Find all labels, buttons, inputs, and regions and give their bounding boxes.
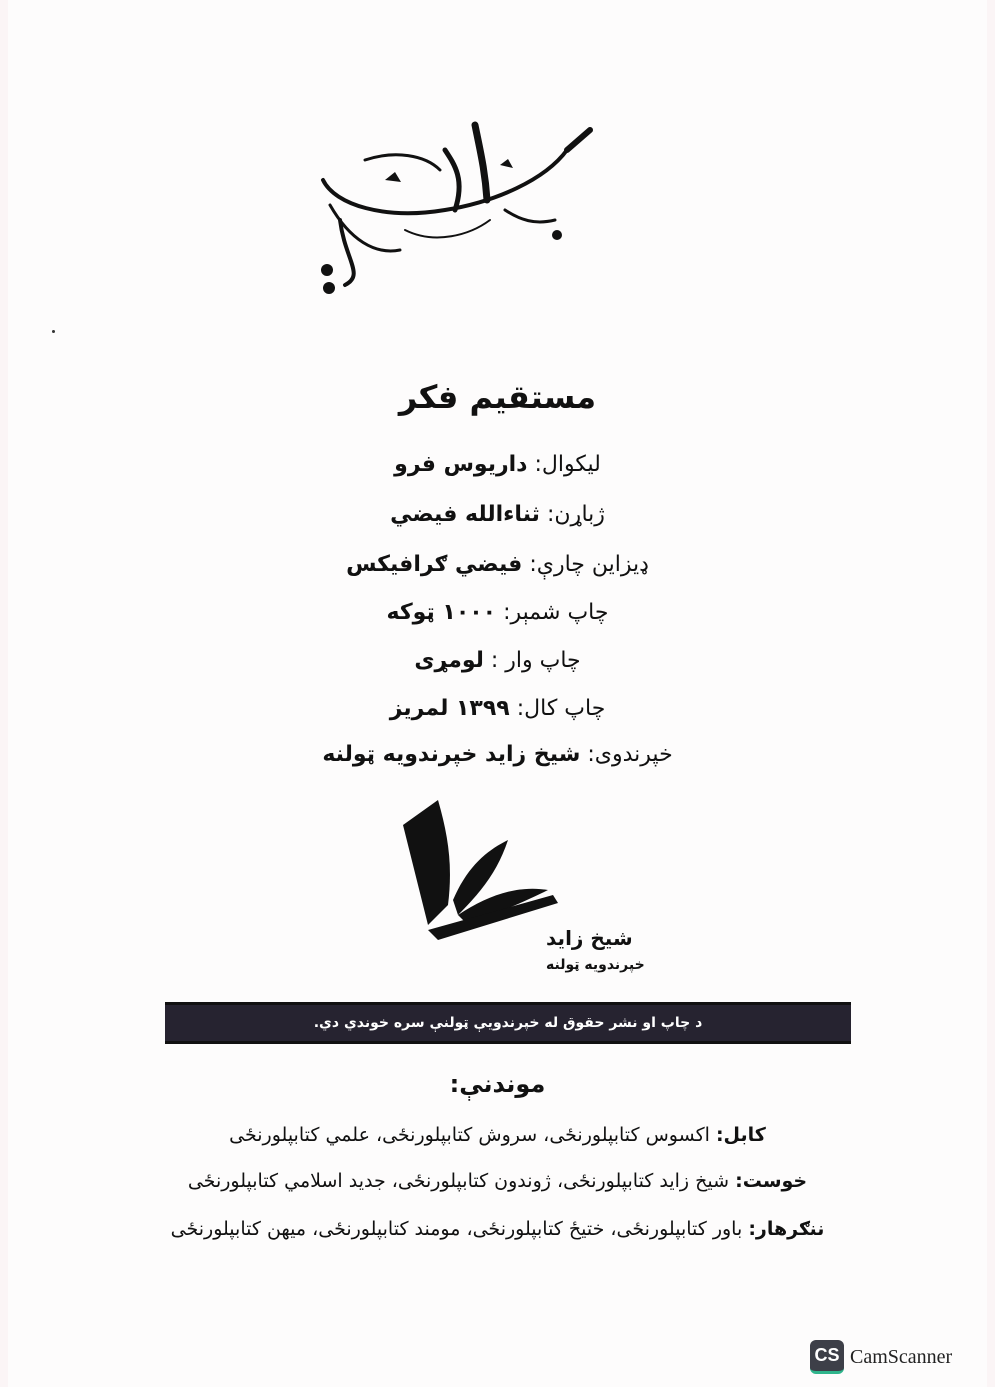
speck <box>52 330 55 333</box>
edition-value: لومړی <box>414 648 484 673</box>
author-line <box>0 452 995 477</box>
location-shops: شیخ زاید کتابپلورنځی، ژوندون کتابپلورنځی، جدید اسلامي کتابپلورنځی <box>187 1170 730 1192</box>
author-label: لیکوال: <box>534 452 601 477</box>
publisher-logo <box>398 795 645 985</box>
author-value: داریوس فرو <box>394 452 528 477</box>
translator-value: ثناءالله فیضي <box>390 502 540 527</box>
design-value: فیضي ګرافیکس <box>346 552 523 577</box>
translator-label: ژباړن: <box>546 502 605 527</box>
location-city: خوست: <box>735 1170 808 1192</box>
print-count-label: چاپ شمېر: <box>503 600 609 625</box>
camscanner-logo-icon: CS <box>810 1340 844 1374</box>
print-count-line <box>0 600 995 625</box>
print-count-value: ۱۰۰۰ ټوکه <box>386 600 497 625</box>
book-title: مستقیم فکر <box>398 378 597 416</box>
design-label: ډیزاین چارې: <box>529 552 649 577</box>
camscanner-watermark <box>810 1340 952 1374</box>
location-row-nangarhar <box>0 1218 995 1240</box>
design-line <box>0 552 995 577</box>
location-row-khost <box>0 1170 995 1192</box>
logo-name: شیخ زاید <box>546 926 633 950</box>
location-shops: باور کتابپلورنځی، ختیځ کتابپلورنځی، مومند کتابپلورنځی، میهن کتابپلورنځی <box>170 1218 743 1240</box>
year-value: ۱۳۹۹ لمریز <box>389 696 510 721</box>
rights-notice-text: د چاپ او نشر حقوق له خپرندویې ټولنې سره خوندي دي. <box>313 1015 703 1031</box>
location-row-kabul <box>0 1124 995 1146</box>
camscanner-label: CamScanner <box>850 1345 953 1368</box>
year-label: چاپ کال: <box>516 696 606 721</box>
translator-line <box>0 502 995 527</box>
publisher-value: شیخ زاید خپرندویه ټولنه <box>322 742 581 767</box>
edition-line <box>0 648 995 673</box>
logo-subtitle: خپرندویه ټولنه <box>546 957 645 973</box>
locations-title: موندنې: <box>449 1070 546 1098</box>
publisher-label: خپرندوی: <box>587 742 673 767</box>
rights-notice-banner <box>165 1002 851 1044</box>
basmala-calligraphy-icon <box>305 110 605 300</box>
publisher-line <box>0 742 995 767</box>
open-book-icon <box>403 800 558 940</box>
edition-label: چاپ وار : <box>490 648 581 673</box>
location-city: ننګرهار: <box>748 1218 825 1240</box>
location-shops: اکسوس کتابپلورنځی، سروش کتابپلورنځی، علمي کتابپلورنځی <box>229 1124 710 1146</box>
location-city: کابل: <box>715 1124 766 1146</box>
year-line <box>0 696 995 721</box>
